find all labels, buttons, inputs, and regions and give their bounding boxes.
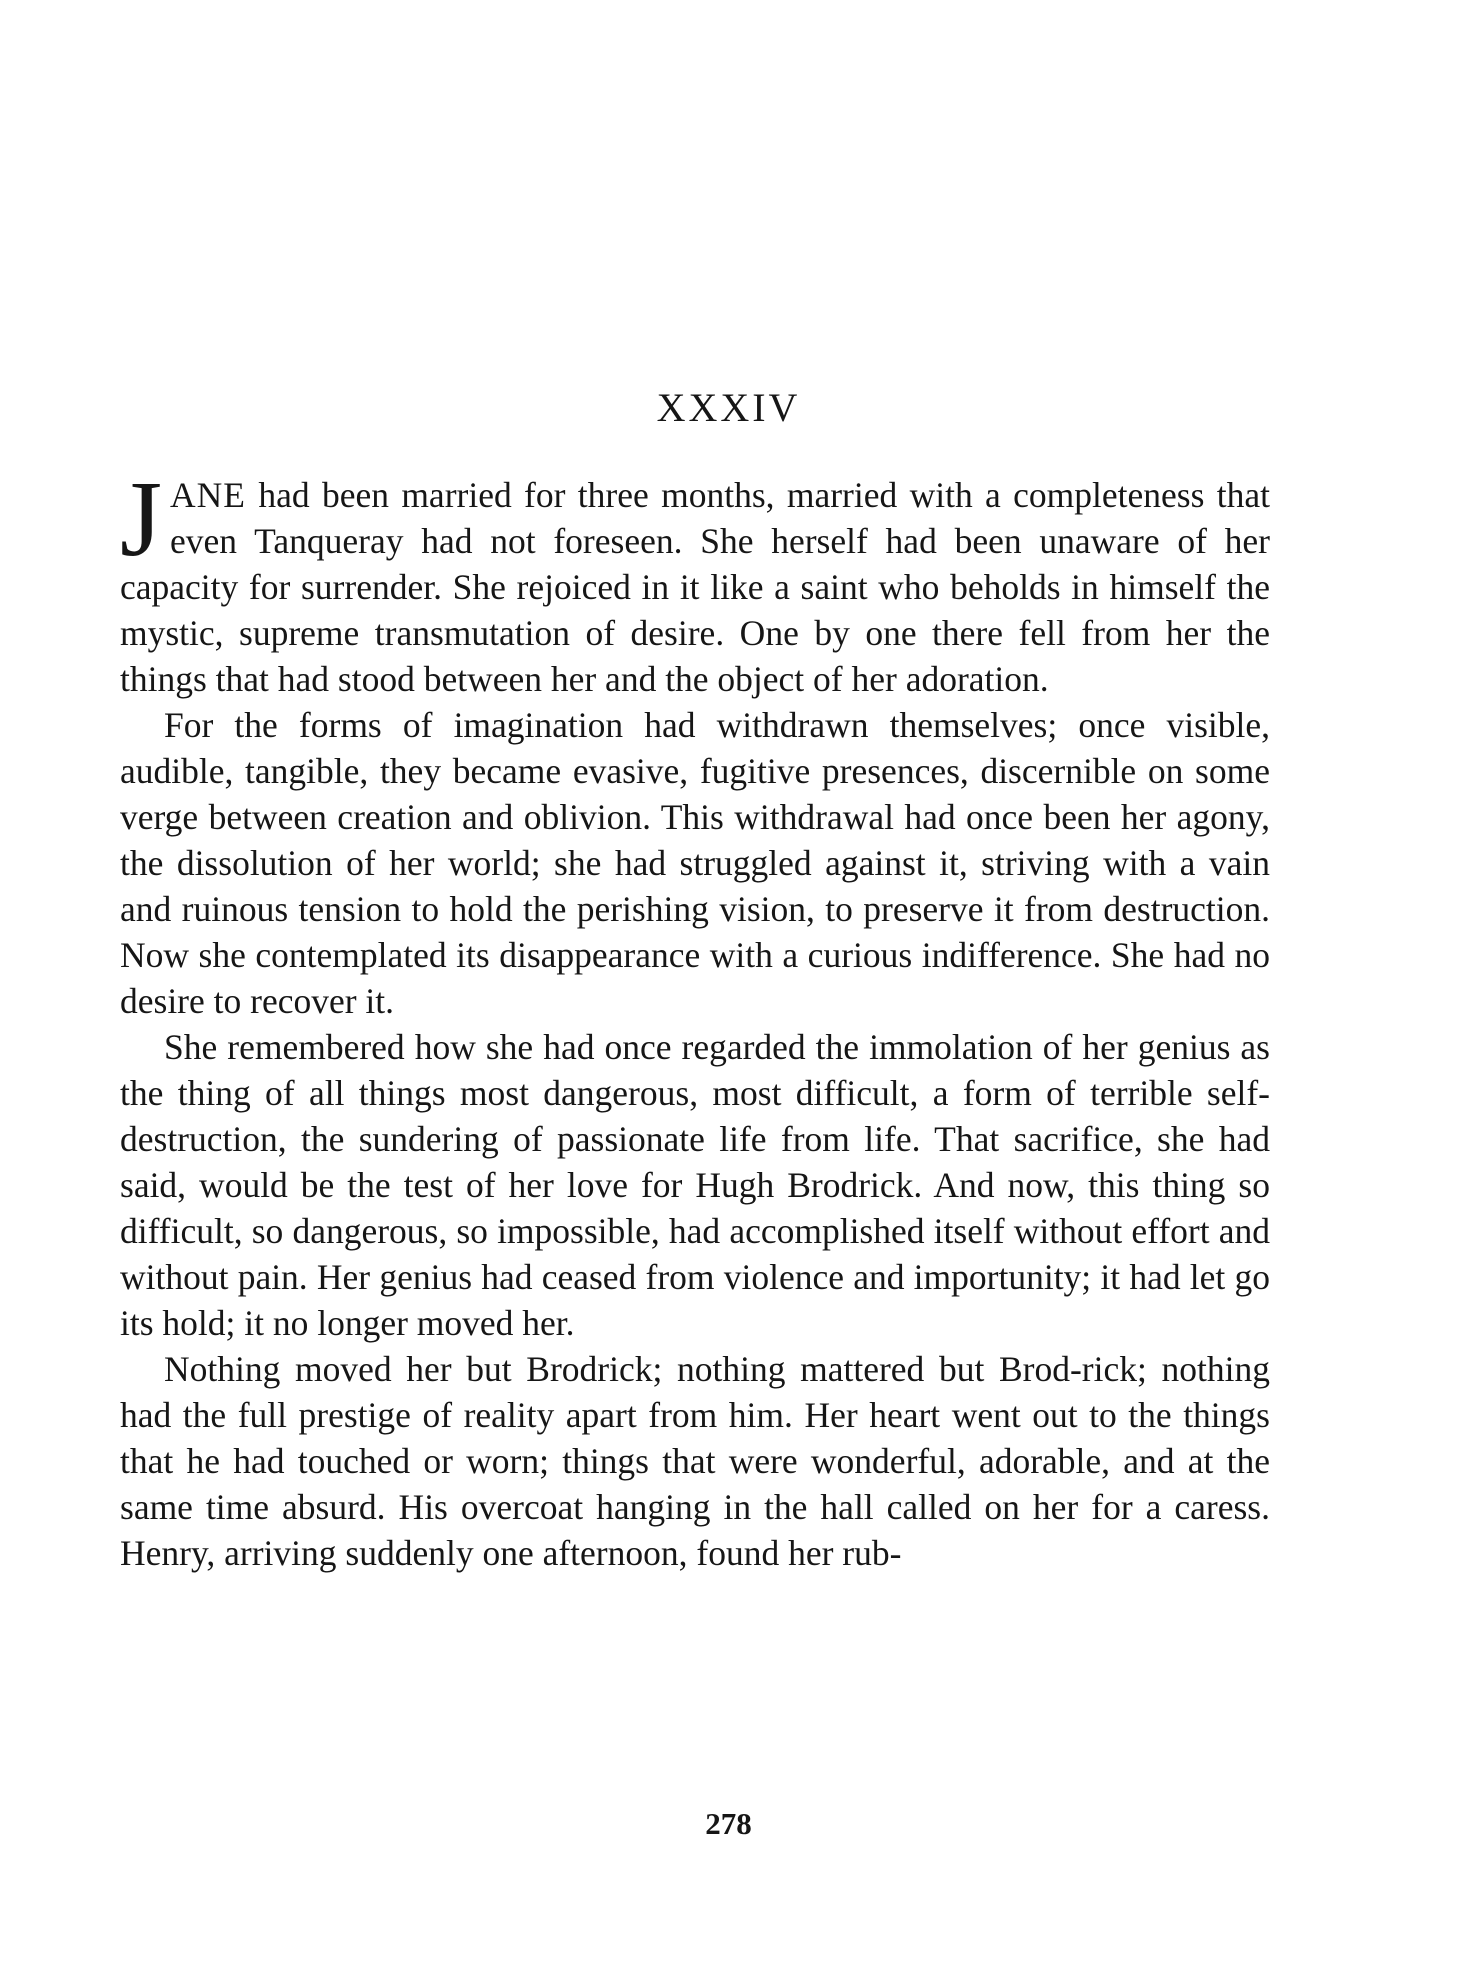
chapter-heading: XXXIV xyxy=(656,385,801,430)
chapter-body xyxy=(120,460,1270,1576)
drop-cap: J xyxy=(120,460,163,579)
paragraph: Nothing moved her but Brodrick; nothing mattered but Brod-rick; nothing had the full prestige of reality apart from him. Her heart went out to the things that he had touched or worn; things that were wonderful, adorable, and at the same time absurd. His overcoat hanging in the hall called on her for a caress. Henry, arriving suddenly one afternoon, found her rub- xyxy=(120,1349,1270,1573)
paragraph: She remembered how she had once regarded the immolation of her genius as the thing of all things most dangerous, most difficult, a form of terrible self-destruction, the sundering of passionate life from life. That sacrifice, she had said, would be the test of her love for Hugh Brodrick. And now, this thing so difficult, so dangerous, so impossible, had accomplished itself without effort and without pain. Her genius had ceased from violence and importunity; it had let go its hold; it no longer moved her. xyxy=(120,1027,1270,1343)
paragraph-text: had been married for three months, married with a completeness that even Tanqueray had not foreseen. She herself had been unaware of her capacity for surrender. She rejoiced in it like a saint who beholds in himself the mystic, supreme transmutation of desire. One by one there fell from her the things that had stood between her and the object of her adoration. xyxy=(120,475,1270,699)
paragraph: For the forms of imagination had withdrawn themselves; once visible, audible, tangible, they became evasive, fugitive presences, discernible on some verge between creation and oblivion. This withdrawal had once been her agony, the dissolution of her world; she had struggled against it, striving with a vain and ruinous tension to hold the perishing vision, to preserve it from destruction. Now she contemplated its disappearance with a curious indifference. She had no desire to recover it. xyxy=(120,705,1270,1021)
paragraph xyxy=(120,460,1270,702)
page-number: 278 xyxy=(705,1806,752,1841)
opening-word: ANE xyxy=(170,475,246,515)
